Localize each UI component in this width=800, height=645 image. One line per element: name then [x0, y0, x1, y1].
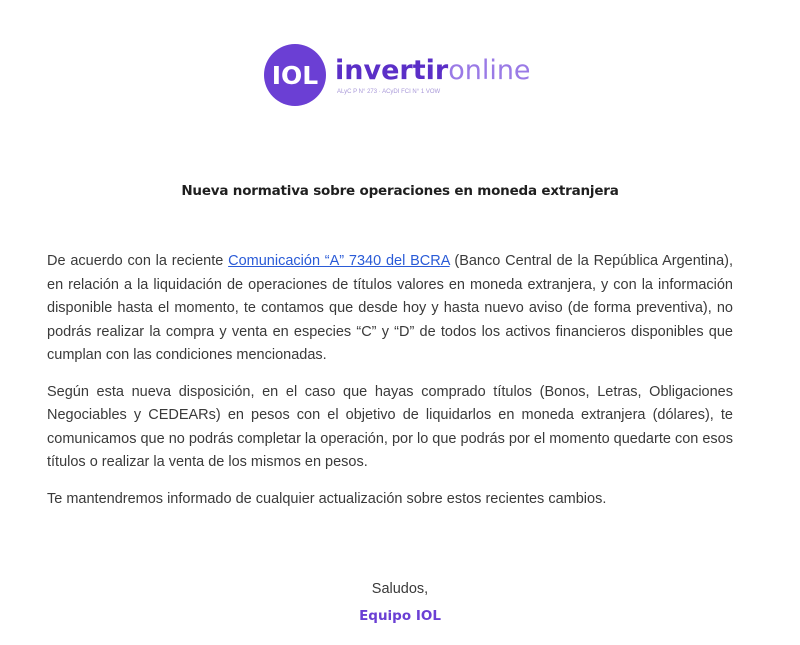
email-header	[0, 44, 800, 110]
brand-name-part1: invertir	[335, 55, 449, 86]
paragraph-1-intro: De acuerdo con la reciente	[47, 253, 229, 269]
bcra-communication-link[interactable]: Comunicación “A” 7340 del BCRA	[228, 253, 450, 269]
paragraph-3: Te mantendremos informado de cualquier actualización sobre estos recientes cambios.	[47, 490, 607, 507]
team-signature: Equipo IOL	[359, 608, 441, 624]
paragraph-1	[47, 250, 733, 368]
email-title: Nueva normativa sobre operaciones en moneda extranjera	[181, 183, 619, 199]
brand-name	[335, 57, 531, 85]
invertironline-logo	[264, 44, 531, 106]
logo-wordmark	[335, 44, 531, 96]
paragraph-1-rest: (Banco Central de la República Argentina), en relación a la liquidación de operaciones de títulos valores en moneda extranjera, y con la información disponible hasta el momento, te contamos que desde hoy y hasta nuevo aviso (de forma preventiva), no podrás realizar la compra y venta en especies “C” y “D” de todos los activos financieros disponibles que cumplan con las condiciones mencionadas.	[47, 253, 734, 363]
brand-regulatory-subtitle: ALyC P N° 273 · ACyDI FCI N° 1 VOW	[337, 89, 441, 95]
greeting: Saludos,	[371, 581, 429, 597]
email-signoff	[0, 578, 800, 628]
paragraph-2: Según esta nueva disposición, en el caso que hayas comprado títulos (Bonos, Letras, Obligaciones Negociables y CEDEARs) en pesos con el objetivo de liquidarlos en moneda extranjera (dólares), te comunicamos que no podrás completar la operación, por lo que podrás por el momento quedarte con esos títulos o realizar la venta de los mismos en pesos.	[47, 383, 733, 470]
brand-name-part2: online	[448, 55, 531, 86]
email-body	[47, 250, 733, 524]
iol-logo-mark: IOL	[264, 44, 326, 106]
